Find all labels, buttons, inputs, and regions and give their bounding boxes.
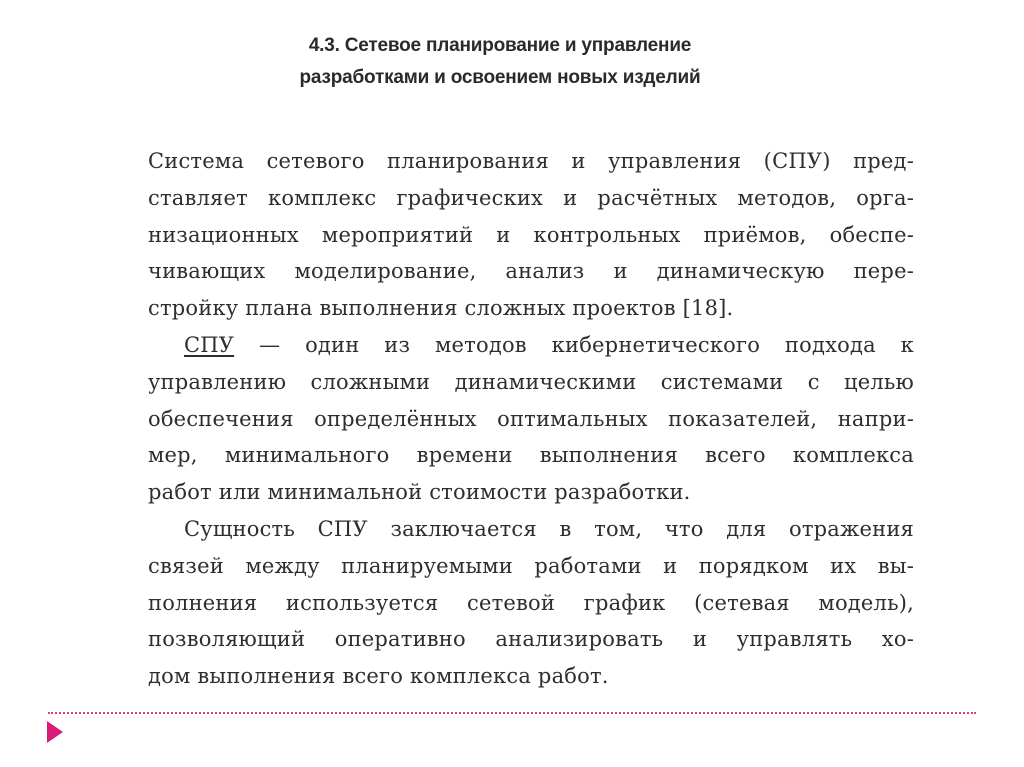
text-line: связей между планируемыми работами и порядком их вы-	[148, 553, 914, 578]
text-line: ставляет комплекс графических и расчётных методов, орга-	[148, 185, 914, 210]
document-body	[148, 143, 914, 695]
dotted-divider	[48, 712, 976, 714]
text-line: дом выполнения всего комплекса работ.	[148, 664, 609, 689]
text-line: чивающих моделирование, анализ и динамическую пере-	[148, 259, 914, 284]
text-line: управлению сложными динамическими системами с целью	[148, 369, 914, 394]
text-line: мер, минимального времени выполнения всего комплекса	[148, 443, 914, 468]
text-fragment: — один из методов кибернетического подхода к	[234, 332, 914, 357]
triangle-right-icon	[47, 721, 63, 743]
text-line-with-term	[148, 327, 914, 364]
text-line: Система сетевого планирования и управления (СПУ) пред-	[148, 149, 914, 173]
text-line: работ или минимальной стоимости разработки.	[148, 480, 691, 505]
text-line: Сущность СПУ заключается в том, что для отражения	[184, 516, 914, 541]
section-heading	[200, 30, 800, 94]
text-line: позволяющий оперативно анализировать и управлять хо-	[148, 627, 914, 652]
heading-line-1: 4.3. Сетевое планирование и управление	[308, 35, 692, 56]
heading-line-2: разработками и освоением новых изделий	[299, 67, 701, 88]
underlined-term: СПУ	[184, 332, 235, 357]
text-line: обеспечения определённых оптимальных показателей, напри-	[148, 406, 914, 431]
text-line: низационных мероприятий и контрольных приёмов, обеспе-	[148, 222, 914, 247]
text-line: стройку плана выполнения сложных проектов [18].	[148, 296, 734, 321]
text-line: полнения используется сетевой график (сетевая модель),	[148, 590, 914, 615]
